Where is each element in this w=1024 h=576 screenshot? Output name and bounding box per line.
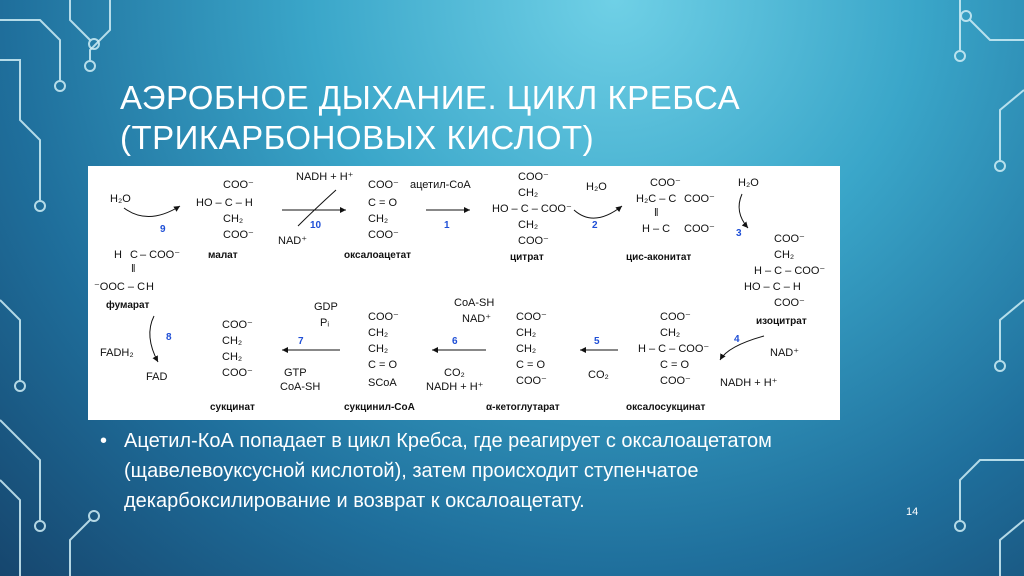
svg-text:COO⁻: COO⁻ — [650, 177, 681, 189]
svg-text:CH₂: CH₂ — [223, 213, 244, 225]
reagent-nad-6: NAD⁺ — [462, 313, 492, 325]
slide-title — [120, 78, 820, 158]
svg-text:⁻OOC – C: ⁻OOC – C — [94, 281, 146, 293]
svg-text:‖: ‖ — [654, 207, 659, 219]
svg-text:HO – C – H: HO – C – H — [196, 197, 253, 209]
svg-text:COO⁻: COO⁻ — [774, 233, 805, 245]
svg-text:‖: ‖ — [131, 263, 136, 275]
bullet-text: Ацетил-КоА попадает в цикл Кребса, где реагирует с оксалоацетатом (щавелевоуксусной кислотой), затем происходит ступенчатое декарбоксилирование и возврат к оксалоацетату. — [124, 430, 772, 512]
reagent-acetyl-coa: ацетил-CoA — [410, 179, 471, 191]
label-oxalosuccinate: оксалосукцинат — [626, 402, 706, 413]
svg-text:COO⁻: COO⁻ — [684, 223, 715, 235]
svg-text:COO⁻: COO⁻ — [222, 367, 253, 379]
citrate-structure — [492, 171, 572, 247]
svg-text:COO⁻: COO⁻ — [368, 179, 399, 191]
reagent-h2o-3: H₂O — [738, 177, 759, 189]
svg-text:CH₂: CH₂ — [368, 327, 389, 339]
isocitrate-structure — [744, 233, 825, 309]
arrow-step-4 — [720, 336, 764, 360]
oxaloacetate-structure — [368, 179, 399, 241]
reagent-h2o-2: H₂O — [586, 181, 607, 193]
svg-text:H₂C – C: H₂C – C — [636, 193, 677, 205]
svg-text:COO⁻: COO⁻ — [684, 193, 715, 205]
oxalosuccinate-structure — [638, 311, 709, 387]
step-1-label: 1 — [444, 220, 450, 231]
svg-text:C: C — [130, 249, 138, 261]
svg-text:COO⁻: COO⁻ — [222, 319, 253, 331]
label-malate: малат — [208, 250, 238, 261]
svg-text:C = O: C = O — [368, 359, 398, 371]
arrow-step-8 — [150, 316, 158, 362]
svg-text:COO⁻: COO⁻ — [660, 311, 691, 323]
svg-text:– COO⁻: – COO⁻ — [140, 249, 181, 261]
svg-text:HO – C – H: HO – C – H — [744, 281, 801, 293]
page-number: 14 — [906, 506, 919, 518]
step-10-label: 10 — [310, 220, 322, 231]
svg-text:CH₂: CH₂ — [660, 327, 681, 339]
svg-text:COO⁻: COO⁻ — [518, 235, 549, 247]
reagent-co2-6: CO₂ — [444, 367, 465, 379]
label-oxaloacetate: оксалоацетат — [344, 250, 412, 261]
cis-aconitate-structure — [636, 177, 715, 235]
svg-text:SCoA: SCoA — [368, 377, 397, 389]
svg-text:H: H — [114, 249, 122, 261]
svg-text:COO⁻: COO⁻ — [368, 311, 399, 323]
label-alpha-ketoglutarate: α-кетоглутарат — [486, 402, 560, 413]
arrow-step-3 — [739, 194, 748, 228]
reagent-fadh2: FADH₂ — [100, 347, 134, 359]
svg-text:CH₂: CH₂ — [518, 187, 539, 199]
step-8-label: 8 — [166, 332, 172, 343]
svg-text:H – C – COO⁻: H – C – COO⁻ — [754, 265, 826, 277]
succinyl-coa-structure — [368, 311, 399, 389]
fumarate-structure — [94, 249, 180, 293]
label-cis-aconitate: цис-аконитат — [626, 252, 692, 263]
svg-text:C = O: C = O — [660, 359, 690, 371]
svg-text:COO⁻: COO⁻ — [223, 179, 254, 191]
svg-text:H: H — [146, 281, 154, 293]
label-fumarate: фумарат — [106, 300, 150, 311]
step-4-label: 4 — [734, 334, 740, 345]
reagent-nadh-4: NADH + H⁺ — [720, 377, 778, 389]
reagent-h2o-9: H₂O — [110, 193, 131, 205]
svg-text:CH₂: CH₂ — [222, 351, 243, 363]
reagent-pi: Pᵢ — [320, 317, 330, 329]
label-succinyl-coa: сукцинил-CoA — [344, 402, 415, 413]
svg-text:H – C – COO⁻: H – C – COO⁻ — [638, 343, 710, 355]
arrow-step-2 — [574, 206, 622, 218]
reagent-gtp: GTP — [284, 367, 307, 379]
svg-text:COO⁻: COO⁻ — [516, 311, 547, 323]
krebs-cycle-diagram — [88, 166, 840, 420]
arrow-step-9 — [124, 206, 180, 217]
reagent-nadh-10: NADH + H⁺ — [296, 171, 354, 183]
reagent-coash-7: CoA-SH — [280, 381, 321, 393]
svg-text:CH₂: CH₂ — [774, 249, 795, 261]
step-5-label: 5 — [594, 336, 600, 347]
reagent-fad: FAD — [146, 371, 168, 383]
svg-text:C = O: C = O — [368, 197, 398, 209]
step-2-label: 2 — [592, 220, 598, 231]
title-line-2: (ТРИКАРБОНОВЫХ КИСЛОТ) — [120, 119, 595, 156]
label-succinate: сукцинат — [210, 402, 255, 413]
svg-text:COO⁻: COO⁻ — [223, 229, 254, 241]
title-line-1: АЭРОБНОЕ ДЫХАНИЕ. ЦИКЛ КРЕБСА — [120, 79, 741, 116]
svg-text:CH₂: CH₂ — [516, 343, 537, 355]
reagent-nad-10: NAD⁺ — [278, 235, 308, 247]
label-citrate: цитрат — [510, 252, 544, 263]
step-6-label: 6 — [452, 336, 458, 347]
svg-text:CH₂: CH₂ — [368, 343, 389, 355]
succinate-structure — [222, 319, 253, 379]
step-7-label: 7 — [298, 336, 304, 347]
alpha-ketoglutarate-structure — [516, 311, 547, 387]
svg-text:COO⁻: COO⁻ — [368, 229, 399, 241]
svg-text:CH₂: CH₂ — [516, 327, 537, 339]
svg-text:COO⁻: COO⁻ — [518, 171, 549, 183]
label-isocitrate: изоцитрат — [756, 316, 807, 327]
svg-text:C = O: C = O — [516, 359, 546, 371]
svg-text:H – C: H – C — [642, 223, 671, 235]
step-3-label: 3 — [736, 228, 742, 239]
svg-text:COO⁻: COO⁻ — [660, 375, 691, 387]
reagent-nad-4: NAD⁺ — [770, 347, 800, 359]
reagent-nadh-6: NADH + H⁺ — [426, 381, 484, 393]
svg-text:CH₂: CH₂ — [368, 213, 389, 225]
bullet-marker: • — [100, 430, 108, 452]
malate-structure — [196, 179, 254, 241]
svg-text:COO⁻: COO⁻ — [516, 375, 547, 387]
svg-text:CH₂: CH₂ — [222, 335, 243, 347]
reagent-co2-5: CO₂ — [588, 369, 609, 381]
step-9-label: 9 — [160, 224, 166, 235]
reagent-gdp: GDP — [314, 301, 338, 313]
svg-text:COO⁻: COO⁻ — [774, 297, 805, 309]
svg-text:HO – C – COO⁻: HO – C – COO⁻ — [492, 203, 572, 215]
reagent-coash-6: CoA-SH — [454, 297, 495, 309]
svg-text:CH₂: CH₂ — [518, 219, 539, 231]
